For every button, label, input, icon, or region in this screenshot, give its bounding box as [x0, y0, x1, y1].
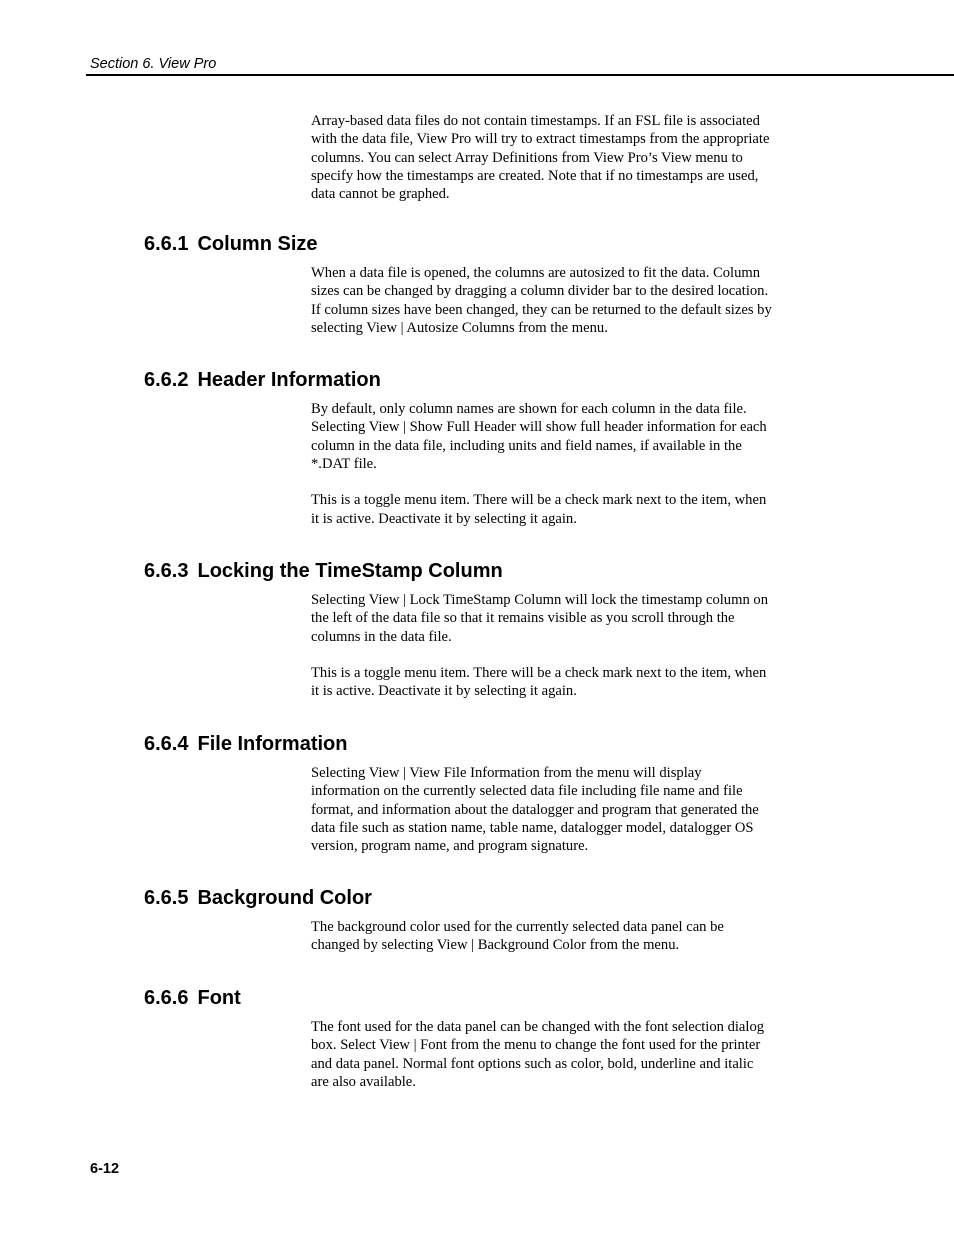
- intro-block: [311, 112, 811, 203]
- section-body: [311, 400, 811, 528]
- body-paragraph: This is a toggle menu item. There will be a check mark next to the item, when it is active. Deactivate it by selecting it again.: [311, 665, 767, 700]
- section-body: [311, 918, 811, 955]
- body-paragraph: When a data file is opened, the columns are autosized to fit the data. Column sizes can be changed by dragging a column divider bar to the desired location. If column sizes have been changed, they can be returned to the default sizes by selecting View | Autosize Columns from the menu.: [311, 265, 772, 336]
- intro-paragraph: Array-based data files do not contain timestamps. If an FSL file is associated with the data file, View Pro will try to extract timestamps from the appropriate columns. You can select Array Definitions from View Pro’s View menu to specify how the timestamps are created. Note that if no timestamps are used, data cannot be graphed.: [311, 113, 770, 203]
- section-body: [311, 1018, 811, 1091]
- body-paragraph: By default, only column names are shown for each column in the data file. Selecting View | Show Full Header will show full header information for each column in the data file, including units and field names, if available in the *.DAT file.: [311, 401, 767, 472]
- section-heading: [144, 886, 372, 910]
- section-number: 6.6.6: [144, 987, 189, 1009]
- running-header: Section 6. View Pro: [90, 56, 217, 72]
- section-number: 6.6.4: [144, 733, 189, 755]
- section-body: [311, 764, 811, 855]
- section-number: 6.6.2: [144, 369, 189, 391]
- section-title: File Information: [197, 733, 348, 755]
- section-heading: [144, 368, 381, 392]
- header-rule: [86, 74, 954, 76]
- section-number: 6.6.5: [144, 887, 189, 909]
- page-number: 6-12: [90, 1161, 120, 1177]
- section-body: [311, 264, 811, 337]
- body-paragraph: Selecting View | View File Information from the menu will display information on the currently selected data file including file name and file format, and information about the datalogger and program that generated the data file such as station name, table name, datalogger model, datalogger OS version, program name, and program signature.: [311, 765, 759, 855]
- section-title: Header Information: [197, 369, 381, 391]
- section-heading: [144, 232, 318, 256]
- body-paragraph: Selecting View | Lock TimeStamp Column will lock the timestamp column on the left of the data file so that it remains visible as you scroll through the columns in the data file.: [311, 592, 768, 645]
- section-title: Font: [197, 987, 241, 1009]
- section-title: Column Size: [197, 233, 318, 255]
- body-paragraph: This is a toggle menu item. There will be a check mark next to the item, when it is active. Deactivate it by selecting it again.: [311, 492, 767, 527]
- section-number: 6.6.3: [144, 560, 189, 582]
- section-heading: [144, 732, 347, 756]
- section-title: Background Color: [197, 887, 372, 909]
- section-body: [311, 591, 811, 701]
- section-heading: [144, 559, 503, 583]
- section-title: Locking the TimeStamp Column: [197, 560, 503, 582]
- section-number: 6.6.1: [144, 233, 189, 255]
- body-paragraph: The background color used for the currently selected data panel can be changed by selecting View | Background Color from the menu.: [311, 919, 724, 954]
- body-paragraph: The font used for the data panel can be changed with the font selection dialog box. Select View | Font from the menu to change the font used for the printer and data panel. Normal font options such as color, bold, underline and italic are also available.: [311, 1019, 765, 1090]
- section-heading: [144, 986, 241, 1010]
